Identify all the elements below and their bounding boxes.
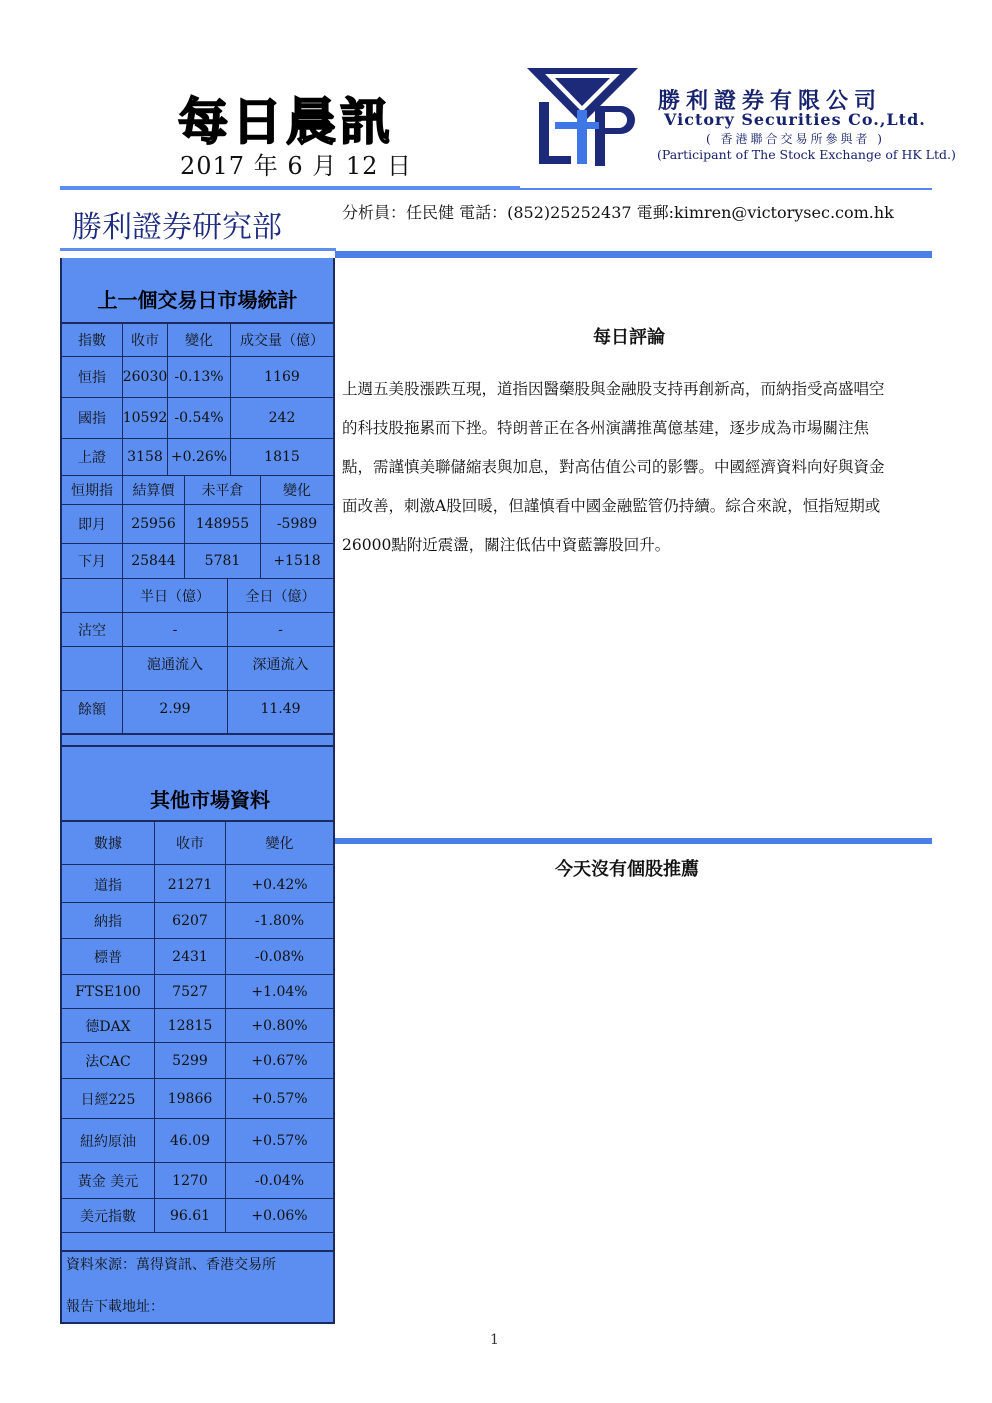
table-cell: 21271 (167, 877, 213, 893)
table-cell: 26030 (122, 369, 168, 385)
commentary-line: 點，需謹慎美聯儲縮表與加息，對高估值公司的影響。中國經濟資料向好與資金 (342, 458, 885, 476)
commentary-line: 面改善，刺激A股回暖，但謹慎看中國金融監管仍持續。綜合來說，恒指短期或 (342, 497, 881, 515)
section-divider (335, 838, 932, 844)
download-link-label: 報告下載地址： (66, 1299, 164, 1315)
table-cell: 日經225 (80, 1092, 136, 1108)
table-cell: 12815 (167, 1018, 213, 1034)
header-cell: 變化 (265, 836, 294, 852)
data-source: 資料來源：萬得資訊、香港交易所 (66, 1257, 276, 1273)
divider (60, 745, 335, 747)
recommendation-title: 今天沒有個股推薦 (555, 859, 699, 880)
divider (60, 1118, 335, 1119)
table-cell: -0.08% (254, 949, 305, 965)
divider (60, 902, 335, 903)
commentary-line: 26000點附近震盪，關注低估中資藍籌股回升。 (342, 536, 671, 554)
table-cell: 餘額 (78, 702, 106, 718)
table-cell: -0.54% (174, 410, 224, 426)
table-cell: +0.26% (170, 449, 228, 465)
divider (60, 1250, 335, 1252)
header-cell: 未平倉 (201, 483, 244, 499)
table-cell: +0.42% (251, 877, 308, 893)
market-stats-title: 上一個交易日市場統計 (97, 288, 298, 312)
divider (260, 476, 261, 578)
table-cell: 上證 (78, 450, 106, 466)
table-cell: 3158 (127, 449, 163, 465)
table-cell: 法CAC (85, 1054, 131, 1070)
report-title: 每日晨訊 (178, 93, 394, 151)
table-cell: 6207 (172, 913, 208, 929)
table-cell: FTSE100 (75, 984, 141, 1000)
table-cell: 148955 (195, 516, 250, 532)
table-cell: -1.80% (254, 913, 305, 929)
divider (154, 822, 155, 1232)
divider (122, 476, 123, 578)
divider (60, 1078, 335, 1079)
table-cell: 下月 (78, 554, 106, 570)
table-cell: -0.04% (254, 1173, 305, 1189)
divider (122, 579, 123, 733)
header-cell: 全日（億） (245, 588, 316, 605)
table-cell: 2431 (172, 949, 208, 965)
commentary-line: 的科技股拖累而下挫。特朗普正在各州演講推萬億基建，逐步成為市場關注焦 (342, 419, 870, 437)
table-cell: 標普 (94, 950, 122, 966)
table-cell: 德DAX (85, 1019, 131, 1035)
company-note-en: (Participant of The Stock Exchange of HK Ltd.) (657, 147, 956, 162)
divider (60, 1042, 335, 1043)
table-cell: +0.80% (251, 1018, 308, 1034)
table-cell: - (172, 621, 178, 638)
table-cell: 7527 (172, 984, 208, 1000)
header-cell: 收市 (131, 332, 159, 349)
divider (167, 323, 168, 475)
header-cell: 成交量（億） (240, 332, 324, 349)
commentary-body (342, 370, 932, 565)
table-cell: 黃金 美元 (77, 1174, 139, 1190)
report-date: 2017 年 6 月 12 日 (180, 152, 413, 180)
divider (60, 1008, 335, 1009)
divider (60, 1162, 335, 1163)
table-cell: +0.57% (251, 1133, 308, 1149)
divider (60, 1322, 335, 1324)
divider (60, 864, 335, 865)
divider (60, 733, 335, 735)
header-cell: 收市 (176, 836, 204, 852)
header-cell: 數據 (94, 836, 122, 852)
table-cell: 1270 (172, 1173, 208, 1189)
table-cell: - (278, 621, 283, 638)
table-cell: -5989 (276, 516, 318, 532)
header-cell: 變化 (283, 483, 311, 499)
header-cell: 滬通流入 (147, 656, 203, 673)
table-cell: 5299 (172, 1053, 208, 1069)
table-cell: 46.09 (169, 1133, 211, 1149)
company-name-en: Victory Securities Co.,Ltd. (664, 110, 926, 129)
table-cell: 納指 (94, 914, 122, 930)
divider (60, 1232, 335, 1233)
header-cell: 變化 (185, 332, 213, 349)
table-cell: 2.99 (159, 701, 191, 717)
table-cell: 恒指 (78, 370, 106, 386)
commentary-title: 每日評論 (593, 327, 665, 348)
table-cell: 5781 (204, 553, 241, 569)
analyst-divider (335, 251, 932, 258)
divider (227, 579, 228, 733)
divider (60, 1198, 335, 1199)
company-name-zh: 勝利證券有限公司 (658, 88, 883, 114)
header-cell: 指數 (78, 332, 106, 349)
table-cell: 國指 (78, 411, 106, 427)
table-cell: 19866 (167, 1091, 213, 1107)
table-cell: +1518 (273, 553, 321, 569)
divider (225, 822, 226, 1232)
table-cell: +0.06% (251, 1208, 308, 1224)
divider (60, 938, 335, 939)
table-cell: 沽空 (78, 622, 106, 639)
header-cell: 深通流入 (252, 656, 309, 673)
header-cell: 半日（億） (140, 588, 210, 605)
table-cell: 10592 (122, 410, 168, 426)
table-cell: 道指 (94, 878, 122, 894)
commentary-line: 上週五美股漲跌互現，道指因醫藥股與金融股支持再創新高，而納指受高盛唱空 (342, 380, 885, 398)
divider (122, 323, 123, 475)
table-cell: 96.61 (169, 1208, 211, 1224)
company-note-zh: ( 香港聯合交易所參與者 ) (706, 132, 885, 146)
table-cell: 紐約原油 (80, 1134, 136, 1150)
header-divider-right (520, 188, 932, 190)
table-cell: +0.57% (251, 1091, 308, 1107)
table-cell: +1.04% (251, 984, 308, 1000)
department-underline (60, 248, 336, 251)
table-cell: 11.49 (260, 701, 301, 717)
other-markets-title: 其他市場資料 (150, 788, 270, 812)
table-cell: 即月 (78, 517, 106, 533)
divider (60, 974, 335, 975)
page-number: 1 (490, 1332, 499, 1348)
department-name: 勝利證券研究部 (72, 210, 282, 245)
table-cell: 25844 (131, 553, 176, 569)
table-cell: 美元指數 (80, 1209, 136, 1225)
divider (230, 323, 231, 475)
header-cell: 結算價 (132, 483, 175, 499)
divider (184, 476, 185, 578)
victory-securities-logo (525, 66, 640, 176)
table-cell: -0.13% (174, 369, 224, 385)
analyst-contact: 分析員：任民健 電話：(852)25252437 電郵:kimren@victorysec.com.hk (342, 203, 894, 222)
table-cell: 25956 (131, 516, 176, 532)
table-cell: 242 (268, 410, 296, 426)
table-cell: 1815 (264, 449, 300, 465)
table-cell: +0.67% (251, 1053, 308, 1069)
table-cell: 1169 (264, 369, 300, 385)
header-cell: 恒期指 (71, 483, 113, 499)
